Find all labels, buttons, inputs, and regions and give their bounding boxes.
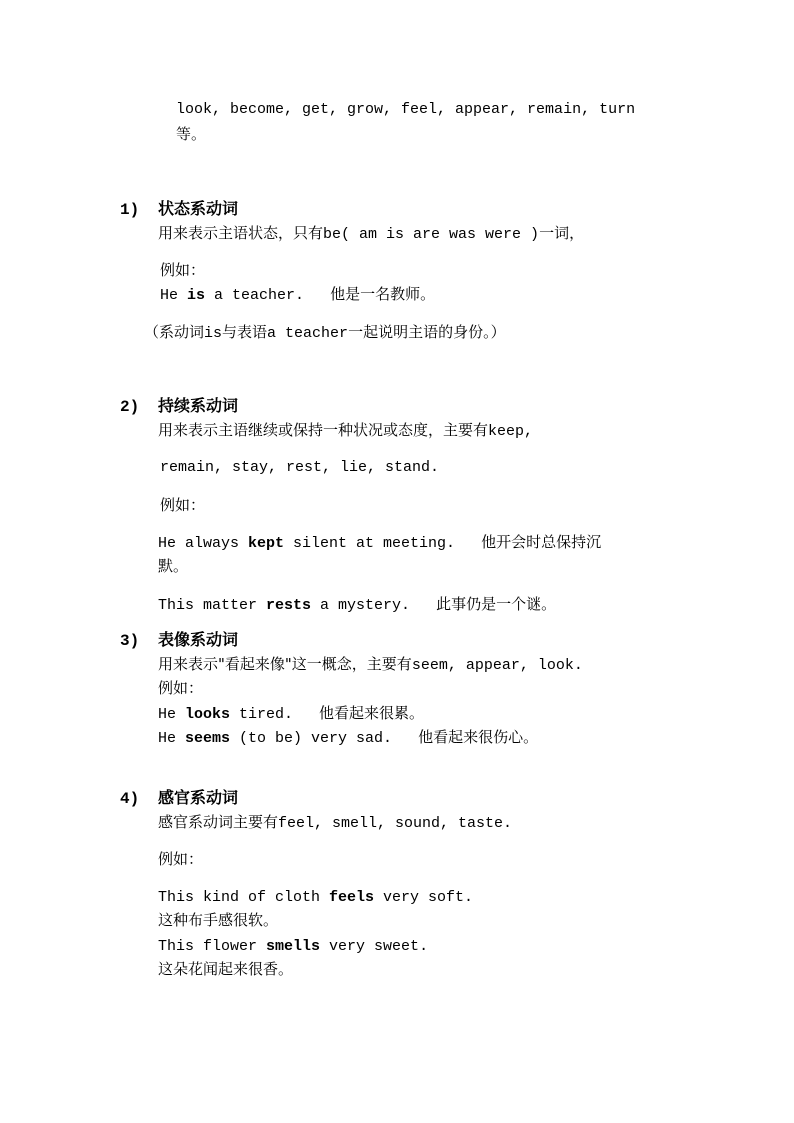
intro-line-2: 等。 [176, 125, 207, 143]
bold-verb: feels [329, 889, 375, 906]
section-2-heading [120, 396, 238, 417]
section-2-description [158, 420, 533, 442]
text-span: silent at meeting. [284, 535, 456, 552]
text-span: This flower [158, 938, 267, 955]
translation: 他是一名教师。 [330, 285, 436, 303]
section-2-description-2: remain, stay, rest, lie, stand. [160, 459, 440, 476]
section-2-title: 持续系动词 [158, 396, 239, 415]
section-2-example-2 [158, 594, 556, 616]
bold-verb: kept [248, 535, 285, 552]
section-2-number: 2) [120, 398, 140, 416]
text-span: 用来表示主语继续或保持一种状况或态度，主要有 [158, 421, 489, 439]
section-2-example-1 [158, 532, 601, 554]
bold-verb: rests [266, 597, 312, 614]
text-span: 一起说明主语的身份。） [348, 323, 506, 341]
bold-verb: smells [266, 938, 321, 955]
section-3-description [158, 654, 583, 676]
text-span: 用来表示"看起来像"这一概念，主要有 [158, 655, 412, 673]
text-span: a mystery. [311, 597, 411, 614]
section-4-number: 4) [120, 790, 140, 808]
bold-verb: is [187, 287, 206, 304]
text-span: tired. [230, 706, 294, 723]
text-span: very soft. [374, 889, 474, 906]
text-span: He [158, 730, 186, 747]
text-span: （系动词 [144, 323, 205, 341]
translation: 他看起来很伤心。 [418, 728, 539, 746]
text-span: He always [158, 535, 249, 552]
section-4-title: 感官系动词 [158, 788, 239, 807]
section-3-title: 表像系动词 [158, 630, 239, 649]
section-1-example-1 [160, 284, 435, 306]
text-span: a teacher. [205, 287, 305, 304]
section-3-example-label: 例如： [158, 679, 204, 697]
text-span: is [204, 325, 223, 342]
text-span: He [160, 287, 188, 304]
section-1-number: 1) [120, 201, 140, 219]
section-4-example-1 [158, 886, 473, 908]
section-3-number: 3) [120, 632, 140, 650]
verb-list: seem, appear, look. [411, 657, 583, 674]
bold-verb: seems [185, 730, 231, 747]
text-span: a teacher [267, 325, 349, 342]
section-4-example-2-translation: 这朵花闻起来很香。 [158, 960, 294, 978]
section-4-example-1-translation: 这种布手感很软。 [158, 911, 279, 929]
section-2-example-label: 例如： [160, 496, 206, 514]
section-4-heading [120, 788, 238, 809]
translation: 此事仍是一个谜。 [436, 595, 557, 613]
section-4-example-label: 例如： [158, 850, 204, 868]
text-span: 与表语 [222, 323, 268, 341]
section-1-example-label: 例如： [160, 261, 206, 279]
verb-list: be( am is are was were ) [323, 226, 540, 243]
translation: 他开会时总保持沉 [481, 533, 602, 551]
text-span: very sweet. [320, 938, 429, 955]
text-span: He [158, 706, 186, 723]
section-1-heading [120, 199, 238, 220]
section-3-example-1 [158, 703, 424, 725]
section-1-title: 状态系动词 [158, 199, 239, 218]
section-4-description [158, 812, 512, 834]
text-span: This matter [158, 597, 267, 614]
text-span: This kind of cloth [158, 889, 330, 906]
text-span: 一词， [539, 224, 585, 242]
section-3-example-2 [158, 727, 538, 749]
section-3-heading [120, 630, 238, 651]
text-span: (to be) very sad. [230, 730, 393, 747]
intro-line-1: look, become, get, grow, feel, appear, remain, turn [176, 101, 636, 118]
verb-list: feel, smell, sound, taste. [278, 815, 513, 832]
section-1-note [144, 322, 506, 344]
text-span: 用来表示主语状态，只有 [158, 224, 324, 242]
section-4-example-2 [158, 935, 428, 957]
text-span: 感官系动词主要有 [158, 813, 279, 831]
verb-list: keep, [488, 423, 534, 440]
translation: 他看起来很累。 [319, 704, 425, 722]
bold-verb: looks [185, 706, 231, 723]
section-1-description [158, 223, 584, 245]
section-2-example-1-cont: 默。 [158, 557, 189, 575]
